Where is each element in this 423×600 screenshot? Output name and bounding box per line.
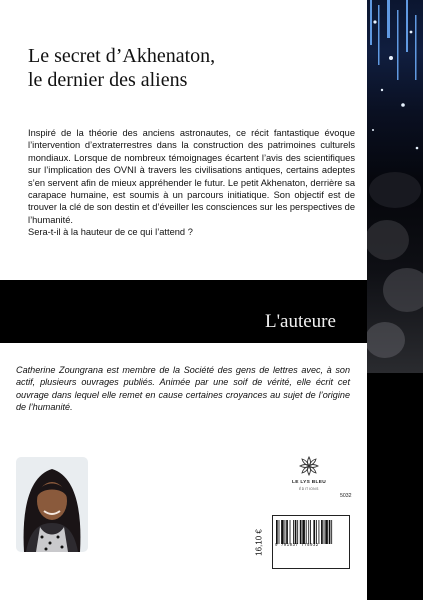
author-bio: Catherine Zoungrana est membre de la Société des gens de lettres avec, à son actif, plusieurs ouvrages publiés. Animée par une soif de vérité, elle écrit cet ouvrage dans lequel elle remet en cause certaines croyances au sujet de l’origine de l’humanité. bbox=[16, 365, 350, 413]
barcode-bar bbox=[285, 520, 286, 544]
barcode-bar bbox=[295, 520, 297, 544]
summary-question: Sera-t-il à la hauteur de ce qui l’attend ? bbox=[28, 227, 193, 238]
barcode-bar bbox=[281, 520, 284, 544]
barcode-bar bbox=[313, 520, 315, 544]
barcode-bar bbox=[293, 520, 294, 544]
product-code: 5032 bbox=[340, 493, 352, 499]
barcode-bar bbox=[297, 520, 298, 544]
barcode-bar bbox=[321, 520, 323, 544]
barcode-bar bbox=[279, 520, 280, 544]
book-title bbox=[28, 44, 348, 92]
barcode-bar bbox=[306, 520, 307, 544]
cover-artwork-strip bbox=[367, 0, 423, 373]
barcode-bar bbox=[324, 520, 325, 544]
author-photo bbox=[16, 457, 88, 552]
lily-flower-icon bbox=[298, 455, 320, 477]
barcode-bar bbox=[316, 520, 317, 544]
barcode-bar bbox=[319, 520, 320, 544]
barcode-bar bbox=[325, 520, 328, 544]
barcode-bar bbox=[331, 520, 332, 544]
barcode-bar bbox=[308, 520, 309, 544]
publisher-subtitle: ÉDITIONS bbox=[299, 487, 319, 491]
isbn-barcode bbox=[272, 515, 350, 569]
book-summary bbox=[28, 127, 355, 239]
summary-paragraph: Inspiré de la théorie des anciens astronautes, ce récit fantastique évoque l’intervention d’extraterrestres dans la construction des patrimoines culturels mondiaux. Lorsque de nombreux témoignages écartent l’avis des scientifiques sur l’implication des OVNI à travers les civilisations antiques, certains adeptes s’en servent afin de mieux appréhender le futur. Le petit Akhenaton, derrière sa carapace humaine, est soumis à un parcours initiatique. Son objectif est de trouver la clé de son destin et d’éveiller les consciences sur les perspectives de l’humanité. bbox=[28, 128, 355, 225]
barcode-bar bbox=[302, 520, 305, 544]
book-title-line-1: Le secret d’Akhenaton, bbox=[28, 45, 216, 67]
book-title-line-2: le dernier des aliens bbox=[28, 69, 188, 91]
barcode-bar bbox=[290, 520, 291, 544]
barcode-bar bbox=[276, 520, 278, 544]
barcode-bar bbox=[310, 520, 311, 544]
author-heading: L'auteure bbox=[265, 311, 336, 332]
barcode-bar bbox=[329, 520, 331, 544]
publisher-name: LE LYS BLEU bbox=[291, 480, 327, 485]
barcode-bar bbox=[286, 520, 288, 544]
barcode-bar bbox=[300, 520, 302, 544]
isbn-number: 9 791037 775932 bbox=[275, 544, 319, 548]
price-label: 16,10 € bbox=[254, 529, 264, 556]
